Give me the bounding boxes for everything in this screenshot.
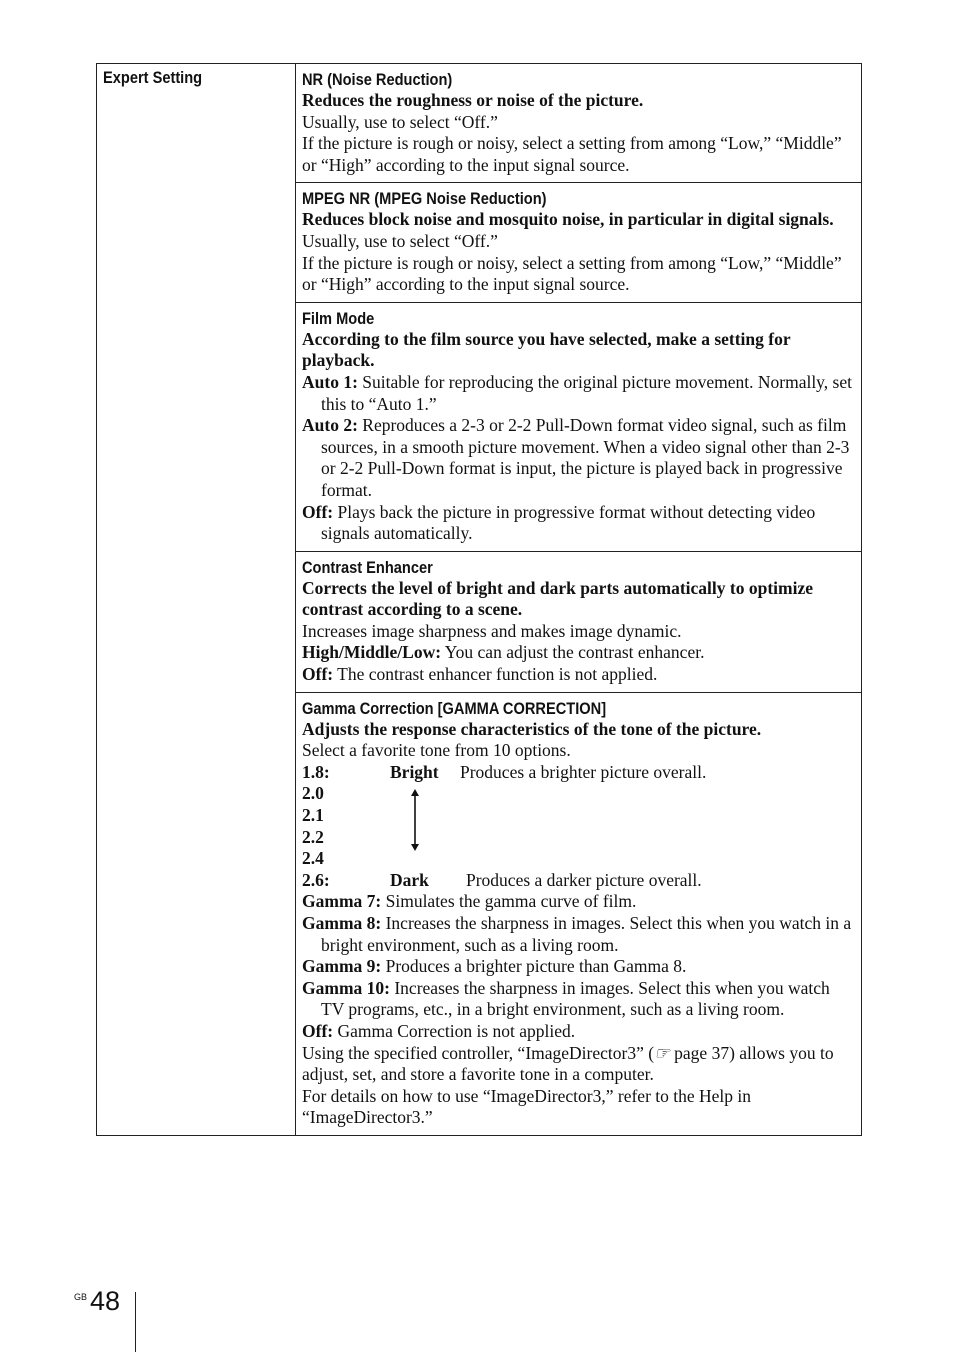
section-label: Expert Setting [103, 68, 203, 87]
mpeg-summary: Reduces block noise and mosquito noise, in particular in digital signals. [302, 209, 834, 230]
region-code: GB [74, 1292, 88, 1302]
contrast-item-high: High/Middle/Low: You can adjust the contrast enhancer. [302, 642, 705, 663]
gamma-cell [296, 692, 862, 1135]
mpeg-line2: If the picture is rough or noisy, select a setting from among “Low,” “Middle” or “High” according to the input signal source. [302, 252, 842, 295]
gamma-scale-last: 2.6: Dark Produces a darker picture overall. [302, 869, 702, 890]
contrast-line1: Increases image sharpness and makes image dynamic. [302, 620, 682, 641]
page-number-value: 48 [90, 1286, 121, 1316]
film-cell [296, 302, 862, 551]
contrast-summary: Corrects the level of bright and dark parts automatically to optimize contrast according to a scene. [302, 577, 813, 620]
nr-summary: Reduces the roughness or noise of the picture. [302, 90, 644, 110]
nr-line1: Usually, use to select “Off.” [302, 111, 498, 132]
film-item-auto2: Auto 2: Reproduces a 2-3 or 2-2 Pull-Down format video signal, such as film sources, in a smooth picture movement. When a video signal other than 2-3 or 2-2 Pull-Down format is input, the picture is played back in progressive format. [302, 415, 850, 500]
table-row [97, 64, 862, 183]
contrast-item-off: Off: The contrast enhancer function is not applied. [302, 664, 658, 685]
gamma-line1: Select a favorite tone from 10 options. [302, 740, 571, 761]
nr-line2: If the picture is rough or noisy, select a setting from among “Low,” “Middle” or “High” according to the input signal source. [302, 133, 842, 175]
film-title: Film Mode [302, 308, 375, 328]
film-item-off: Off: Plays back the picture in progressive format without detecting video signals automatically. [302, 501, 816, 544]
gamma-summary: Adjusts the response characteristics of the tone of the picture. [302, 718, 762, 739]
gamma-title: Gamma Correction [GAMMA CORRECTION] [302, 698, 607, 718]
film-summary: According to the film source you have selected, make a setting for playback. [302, 328, 791, 371]
page-number [74, 1286, 120, 1317]
settings-table [96, 63, 862, 1136]
gamma-item-off: Off: Gamma Correction is not applied. [302, 1020, 576, 1041]
mpeg-line1: Usually, use to select “Off.” [302, 230, 498, 251]
footer-divider [135, 1292, 136, 1352]
gamma-note2: For details on how to use “ImageDirector3,” refer to the Help in “ImageDirector3.” [302, 1085, 752, 1128]
film-item-auto1: Auto 1: Suitable for reproducing the original picture movement. Normally, set this to “Auto 1.” [302, 371, 852, 414]
gamma-note1: Using the specified controller, “ImageDirector3” (☞ page 37) allows you to adjust, set, and store a favorite tone in a computer. [302, 1042, 834, 1085]
gamma-scale-first: 1.8: Bright Produces a brighter picture overall. [302, 761, 707, 782]
section-label-cell [97, 64, 296, 1136]
mpeg-cell [296, 183, 862, 302]
gamma-item-8: Gamma 8: Increases the sharpness in images. Select this when you watch in a bright environment, such as a living room. [302, 913, 852, 955]
mpeg-title: MPEG NR (MPEG Noise Reduction) [302, 189, 547, 209]
nr-cell [296, 64, 862, 183]
nr-title: NR (Noise Reduction) [302, 70, 453, 89]
gamma-item-7: Gamma 7: Simulates the gamma curve of film. [302, 891, 637, 912]
gamma-item-9: Gamma 9: Produces a brighter picture than Gamma 8. [302, 956, 687, 977]
contrast-title: Contrast Enhancer [302, 557, 433, 577]
page-reference-icon: ☞ [654, 1042, 675, 1063]
gamma-item-10: Gamma 10: Increases the sharpness in images. Select this when you watch TV programs, etc., in a bright environment, such as a living room. [302, 977, 830, 1020]
gamma-scale-middle: 2.0 2.1 2.2 2.4 [302, 783, 855, 869]
contrast-cell [296, 551, 862, 692]
